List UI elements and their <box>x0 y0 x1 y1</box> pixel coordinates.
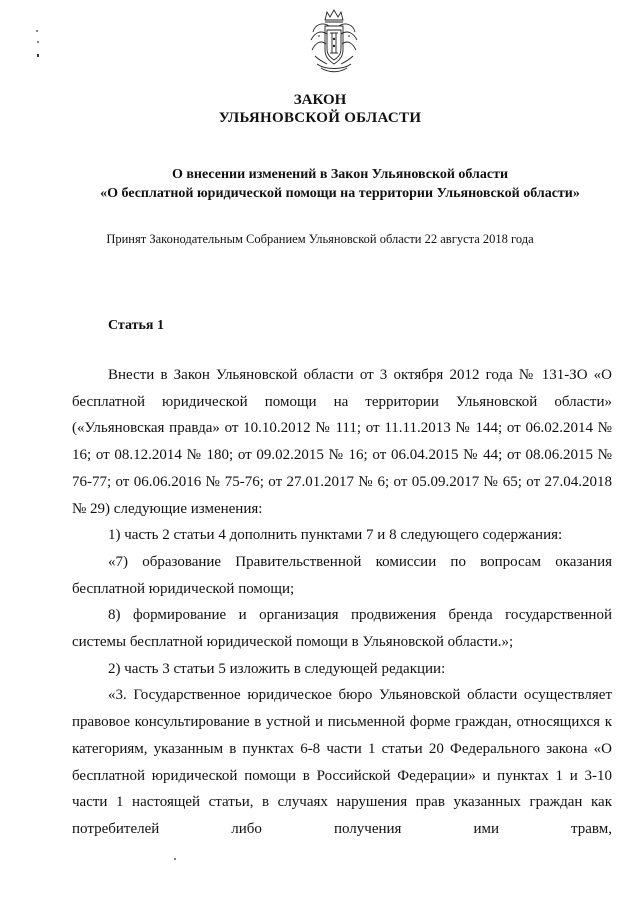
scan-speck <box>174 858 176 860</box>
article-paragraph: 8) формирование и организация продвижения бренда государственной системы бесплатной юридической помощи в Ульяновской области.»; <box>72 607 612 651</box>
article-paragraph: Внести в Закон Ульяновской области от 3 октября 2012 года № 131-ЗО «О бесплатной юридической помощи на территории Ульяновской области» («Ульяновская правда» от 10.10.2012 № 111; от 11.11.2013 № 144; от 06.02.2014 № 16; от 08.12.2014 № 180; от 09.02.2015 № 16; от 06.04.2015 № 44; от 08.06.2015 № 76-77; от 06.06.2016 № 75-76; от 27.01.2017 № 6; от 05.09.2017 № 65; от 27.04.2018 № 29) следующие изменения: <box>72 367 612 517</box>
article-paragraph: 2) часть 3 статьи 5 изложить в следующей редакции: <box>108 660 446 677</box>
article-paragraph: «7) образование Правительственной комиссии по вопросам оказания бесплатной юридической помощи; <box>72 553 612 597</box>
document-type-title: ЗАКОН <box>293 92 347 108</box>
region-title: УЛЬЯНОВСКОЙ ОБЛАСТИ <box>218 110 422 126</box>
article-paragraph: «3. Государственное юридическое бюро Ульяновской области осуществляет правовое консультирование в устной и письменной форме граждан, относящихся к категориям, указанным в пунктах 6-8 части 1 статьи 20 Федерального закона «О бесплатной юридической помощи в Российской Федерации» и пунктах 1 и 3-10 части 1 настоящей статьи, в случаях нарушения прав указанных граждан как потребителей либо получения ими травм, <box>72 687 612 837</box>
article-body <box>72 362 612 843</box>
article-paragraph: 1) часть 2 статьи 4 дополнить пунктами 7 и 8 следующего содержания: <box>108 527 563 544</box>
law-subject <box>40 165 640 203</box>
law-subject-line-2: «О бесплатной юридической помощи на территории Ульяновской области» <box>100 186 580 201</box>
adoption-note: Принят Законодательным Собранием Ульяновской области 22 августа 2018 года <box>106 232 534 246</box>
law-subject-line-1: О внесении изменений в Закон Ульяновской области <box>171 167 509 182</box>
article-heading: Статья 1 <box>108 318 164 333</box>
margin-marks <box>33 28 43 68</box>
coat-of-arms-icon <box>309 6 359 76</box>
